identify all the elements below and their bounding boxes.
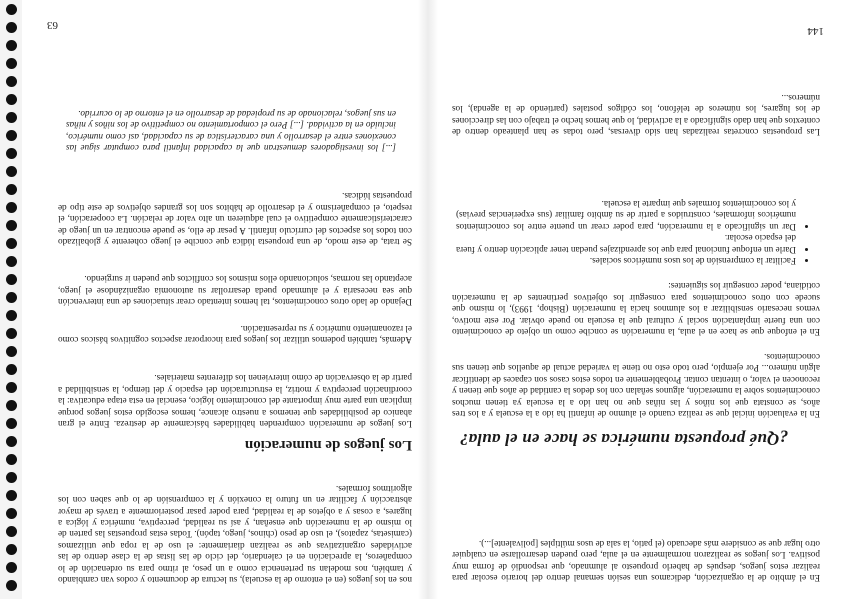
binding-hole	[6, 94, 17, 105]
binding-hole	[6, 436, 17, 447]
binding-hole	[6, 400, 17, 411]
body-paragraph: Además, también podemos utilizar los juegos para incorporar aspectos cognitivos básicos como el razonamiento numérico y su representación.	[58, 323, 412, 345]
binding-hole	[6, 472, 17, 483]
body-paragraph: Los juegos de numeración comprenden habilidades básicamente de destreza. Entre el gran abanico de posibilidades que tenemos a nuestro alcance, hemos escogido estos juegos porque implican una parte muy importante del conocimiento lógico, esencial en esta etapa educativa: la coordinación perceptiva y motriz, la estructuración del espacio y del tiempo, la sensibilidad a partir de la observación de cómo intervienen los diferentes materiales.	[58, 373, 412, 429]
binding-hole	[6, 328, 17, 339]
intro-paragraph: En el ámbito de la organización, dedicamos una sesión semanal dentro del horario escolar para realizar estos juegos, después de haberlo propuesto al alumnado, que respondió de forma muy positiva. Los juegos se realizaron normalmente en el aula, pero pueden desarrollarse en cualquier otro lugar que se considere más adecuado (el patio, la sala de usos múltiples [polivalente]...).	[452, 538, 820, 583]
binding-hole	[6, 544, 17, 555]
body-paragraph: Las propuestas concretas realizadas han sido diversas, pero todas se han planteado dentro de contextos que han dado significado a la actividad, lo que hemos hecho el trabajo con las direcciones de los lugares, los números de teléfono, los códigos postales (partiendo de la agenda), los números...	[452, 92, 820, 137]
binding-hole	[6, 238, 17, 249]
section-subheading: Los juegos de numeración	[244, 437, 412, 453]
binding-hole	[6, 220, 17, 231]
body-paragraph: Se trata, de este modo, de una propuesta lúdica que concibe el juego coherente y globalizado con todos los aspectos del currículo infantil. A pesar de ello, se puede encontrar en un juego de característicamente competitivo el cual adquieren un alto valor de relación. La cooperación, el respeto, el compañerismo y el desarrollo de hábitos son los grandes objetivos de este tipo de propuestas lúdicas.	[58, 191, 412, 247]
binding-hole	[6, 382, 17, 393]
binding-hole	[6, 58, 17, 69]
body-paragraph: nos en los juegos (en el entorno de la escuela), su lectura de documento y codos van cambiando y también, nos modelan su pertenencia como a un peso, al ritmo para su ordenación de lo compañeros, la apreciación en el calendario, del ciclo de las listas de la clase dentro de las actividades organizativas que se realizan diariamente: el uso de la ropa que utilizamos (camisetas, zapatos), el uso de peso (chinos, juego, tapón). Todas estas propuestas las parten de lo mismo de la numeración que enseñan, y así su realidad, perceptiva, numérica y lógica a lugares, a cosas y a objetos de la realidad, para poder pasar posteriormente a través de mayor abstracción y facilitar en un futuro la conexión y la comprensión de lo que saben con los algoritmos formales.	[58, 483, 412, 585]
binding-hole	[6, 202, 17, 213]
list-item: • Facilitar la comprensión de los usos numéricos sociales.	[456, 255, 796, 266]
binding-hole	[6, 274, 17, 285]
binding-hole	[6, 508, 17, 519]
spiral-binding	[0, 0, 22, 599]
list-item: • Dar un significado a la numeración, para poder crear un puente entre los conocimientos numéricos informales, construidos a partir de su ámbito familiar (sus experiencias previas) y los conocimientos formales que imparte la escuela.	[456, 198, 796, 232]
page-number: 63	[47, 19, 58, 31]
binding-hole	[6, 580, 17, 591]
left-page	[438, 0, 848, 599]
binding-hole	[6, 526, 17, 537]
binding-hole	[6, 130, 17, 141]
binding-hole	[6, 562, 17, 573]
right-page	[22, 0, 418, 599]
binding-hole	[6, 22, 17, 33]
binding-hole	[6, 112, 17, 123]
binding-hole	[6, 76, 17, 87]
binding-hole	[6, 184, 17, 195]
body-paragraph: En el enfoque que se hace en el aula, la numeración se concibe como un objeto de conocimiento con una fuerte implantación social y cultural que la escuela no puede obviar. Por este motivo, vemos necesario sensibilizar a los alumnos hacia la numeración (Bishop, 1993), lo mismo que sucede con otros conocimientos para conseguir los objetivos pertinentes de la numeración cotidiana, poder conseguir los siguientes:	[452, 281, 820, 337]
binding-hole	[6, 40, 17, 51]
binding-hole	[6, 310, 17, 321]
binding-hole	[6, 4, 17, 15]
binding-hole	[6, 166, 17, 177]
body-paragraph: En la evaluación inicial que se realiza cuando el alumno de infantil ha ido a la escuela y a los tres años, se constata que los niños y las niñas que no han ido a la escuela ya tienen muchos conocimientos sobre la numeración, algunos señalan con los dedos la cantidad de años que tienen y reconocen el valor, o intentan contar. Probablemente en todos estos casos son capaces de identificar algún número... Por ejemplo, pero todo esto no tiene la variedad actual de aquellos que tienen sus conocimientos.	[452, 351, 820, 419]
page-number: 144	[807, 25, 824, 37]
binding-hole	[6, 418, 17, 429]
binding-hole	[6, 346, 17, 357]
section-heading: ¿Qué propuesta numérica se hace en el aula?	[459, 430, 788, 449]
list-item: • Darle un enfoque funcional para que los aprendizajes puedan tener aplicación dentro y fuera del espacio escolar.	[456, 232, 796, 255]
binding-hole	[6, 454, 17, 465]
binding-hole	[6, 148, 17, 159]
body-paragraph: Dejando de lado otros conocimientos, tal hemos intentado crear situaciones de una intervención que sea necesaria y el alumnado pueda desarrollar su autonomía organizándose el juego, aceptando las normas, solucionando ellos mismos los conflictos que pueden ir surgiendo.	[58, 274, 412, 307]
book-gutter	[418, 0, 438, 599]
binding-hole	[6, 364, 17, 375]
block-quote: [...] los investigadores demuestran que la capacidad infantil para computar sigue las conexiones entre el desarrollo y una característica de su capacidad, así como numérico, incluido en la actividad. [...] Pero el comportamiento no competitivo de los niños y niñas en sus juegos, relacionado de su propiedad de desarrollo en el entorno de lo ocurrido.	[66, 108, 396, 153]
binding-hole	[6, 490, 17, 501]
binding-hole	[6, 292, 17, 303]
objectives-list	[456, 198, 808, 266]
binding-hole	[6, 256, 17, 267]
